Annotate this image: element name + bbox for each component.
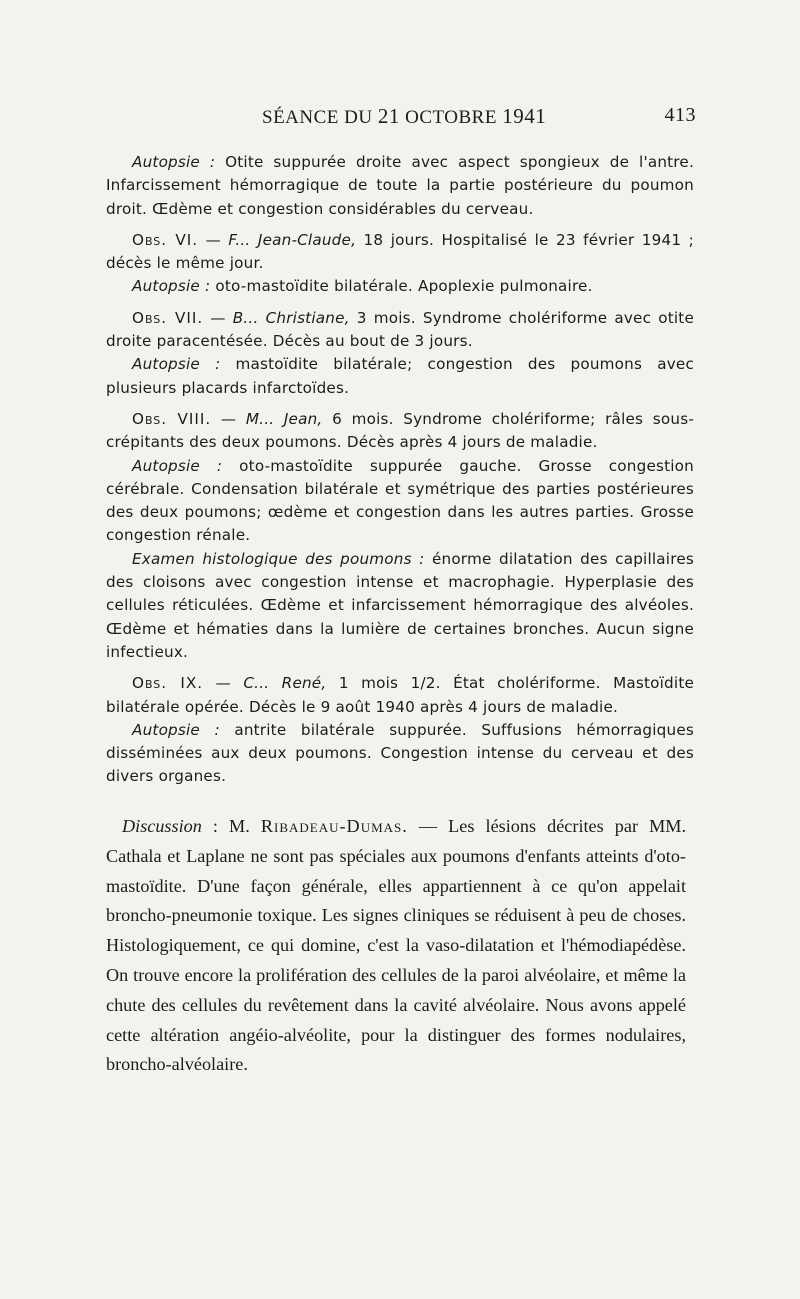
running-header: [106, 104, 696, 132]
page-number: 413: [664, 104, 696, 126]
observation-6: Obs. VI. — F... Jean-Claude, 18 jours. Hospitalisé le 23 février 1941 ; décès le même jour.: [106, 230, 694, 273]
histology-paragraph-case8: Examen histologique des poumons : énorme dilatation des capillaires des cloisons avec congestion intense et macrophagie. Hyperplasie des cellules réticulées. Œdème et infarcissement hémorragique des alvéoles. Œdème et hématies dans la lumière de certaines bronches. Aucun signe infectieux.: [106, 549, 694, 661]
discussion-paragraph: Discussion : M. Ribadeau-Dumas. — Les lésions décrites par MM. Cathala et Laplane ne sont pas spéciales aux poumons d'enfants atteints d'oto-mastoïdite. D'une façon générale, elles appartiennent à ce qu'on appelait broncho-pneumonie toxique. Les signes cliniques se réduisent à peu de choses. Histologiquement, ce qui domine, c'est la vaso-dilatation et l'hémodiapédèse. On trouve encore la prolifération des cellules de la paroi alvéolaire, et même la chute des cellules du revêtement dans la cavité alvéolaire. Nous avons appelé cette altération angéio-alvéolite, pour la distinguer des formes nodulaires, broncho-alvéolaire.: [106, 816, 686, 1075]
observation-8: Obs. VIII. — M... Jean, 6 mois. Syndrome cholériforme; râles sous-crépitants des deux poumons. Décès après 4 jours de maladie.: [106, 409, 694, 452]
observation-9: Obs. IX. — C... René, 1 mois 1/2. État cholériforme. Mastoïdite bilatérale opérée. Décès le 9 août 1940 après 4 jours de maladie.: [106, 674, 695, 716]
autopsy-paragraph-case5: Autopsie : Otite suppurée droite avec aspect spongieux de l'antre. Infarcissement hémorragique de toute la partie postérieure du poumon droit. Œdème et congestion considérables du cerveau.: [106, 153, 694, 218]
discussion-section: [106, 812, 686, 1080]
autopsy-paragraph-case7: Autopsie : mastoïdite bilatérale; congestion des poumons avec plusieurs placards infarctoïdes.: [106, 355, 695, 397]
observation-7: Obs. VII. — B... Christiane, 3 mois. Syndrome cholériforme avec otite droite paracentésée. Décès au bout de 3 jours.: [106, 308, 694, 351]
case-reports: [106, 151, 694, 789]
autopsy-paragraph-case9: Autopsie : antrite bilatérale suppurée. Suffusions hémorragiques disséminées aux deux poumons. Congestion intense du cerveau et des divers organes.: [106, 720, 694, 786]
autopsy-paragraph-case8: Autopsie : oto-mastoïdite suppurée gauche. Grosse congestion cérébrale. Condensation bilatérale et symétrique des parties postérieures des deux poumons; œdème et congestion dans les autres parties. Grosse congestion rénale.: [106, 456, 694, 545]
running-title: SÉANCE DU 21 OCTOBRE 1941: [262, 104, 547, 128]
autopsy-paragraph-case6: Autopsie : oto-mastoïdite bilatérale. Apoplexie pulmonaire.: [132, 277, 593, 296]
